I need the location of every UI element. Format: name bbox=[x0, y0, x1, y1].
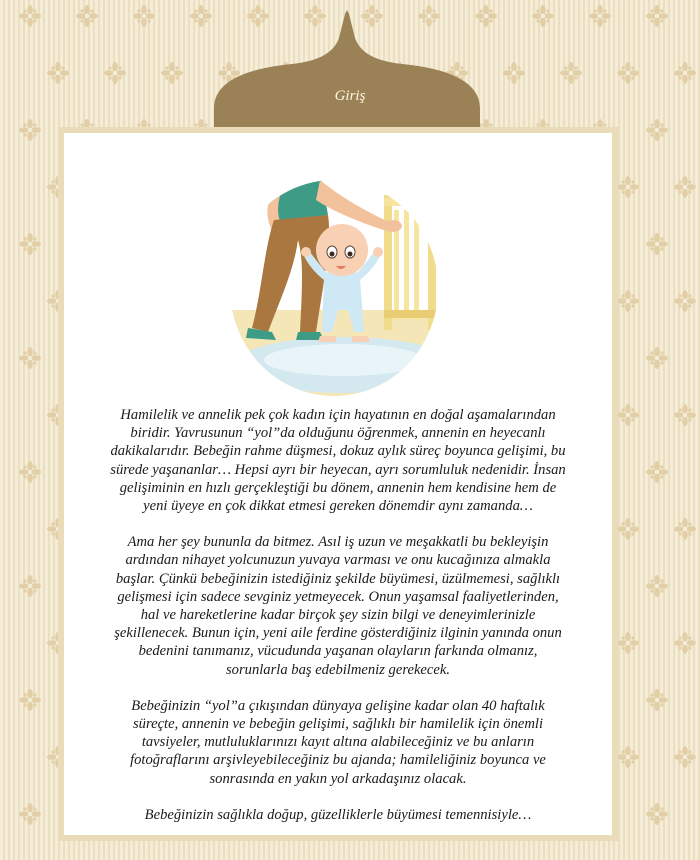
baby-first-steps-illustration bbox=[224, 160, 444, 400]
paragraph-2: Ama her şey bununla da bitmez. Asıl iş uzun ve meşakkatli bu bekleyişin ardından nihayet yolcunuzun yuvaya varması ve onu kucağınıza almakla başlar. Çünkü bebeğinizin istediğiniz şekilde büyümesi, üzülmemesi, sağlıklı gelişmesi için sadece sevginiz yetmeyecek. Onun yaşamsal faaliyetlerinden, hal ve hareketlerine kadar birçok şey sizin bilgi ve deneyimlerinizle şekillenecek. Bunun için, yeni aile ferdine gösterdiğiniz ilginin yanında onun bedenini tanımanız, vücudunda yaşanan olayların farkında olmanız, sorunlarla baş edebilmeniz gerekecek. bbox=[114, 534, 562, 678]
paragraph-4: Bebeğinizin sağlıkla doğup, güzelliklerle büyümesi temennisiyle… bbox=[144, 806, 532, 823]
header-dome bbox=[0, 0, 700, 140]
intro-text bbox=[110, 406, 566, 824]
paragraph-1: Hamilelik ve annelik pek çok kadın için hayatının en doğal aşamalarından biridir. Yavrusunun “yol”da olduğunu öğrenmek, annenin en heyecanlı dakikalarıdır. Bebeğin rahme düşmesi, dokuz aylık süreç boyunca gelişimi, bu sürede yaşananlar… Hepsi ayrı bir heyecan, ayrı sorumluluk nedenidir. İnsan gelişiminin en hızlı gerçekleştiği bu dönem, annenin hem kendisine hem de yeni üyeye en çok dikkat etmesi gereken dönemdir aynı zamanda… bbox=[110, 407, 566, 515]
paragraph-3: Bebeğinizin “yol”a çıkışından dünyaya gelişine kadar olan 40 haftalık süreçte, annenin ve bebeğin gelişimi, sağlıklı bir hamilelik için önemli tavsiyeler, mutluluklarınızı kayıt altına alabileceğiniz ve bu anların fotoğraflarını arşivleyebileceğiniz bu ajanda; hamileliğiniz boyunca ve sonrasında en yakın yol arkadaşınız olacak. bbox=[130, 697, 546, 787]
section-title: Giriş bbox=[334, 88, 366, 104]
